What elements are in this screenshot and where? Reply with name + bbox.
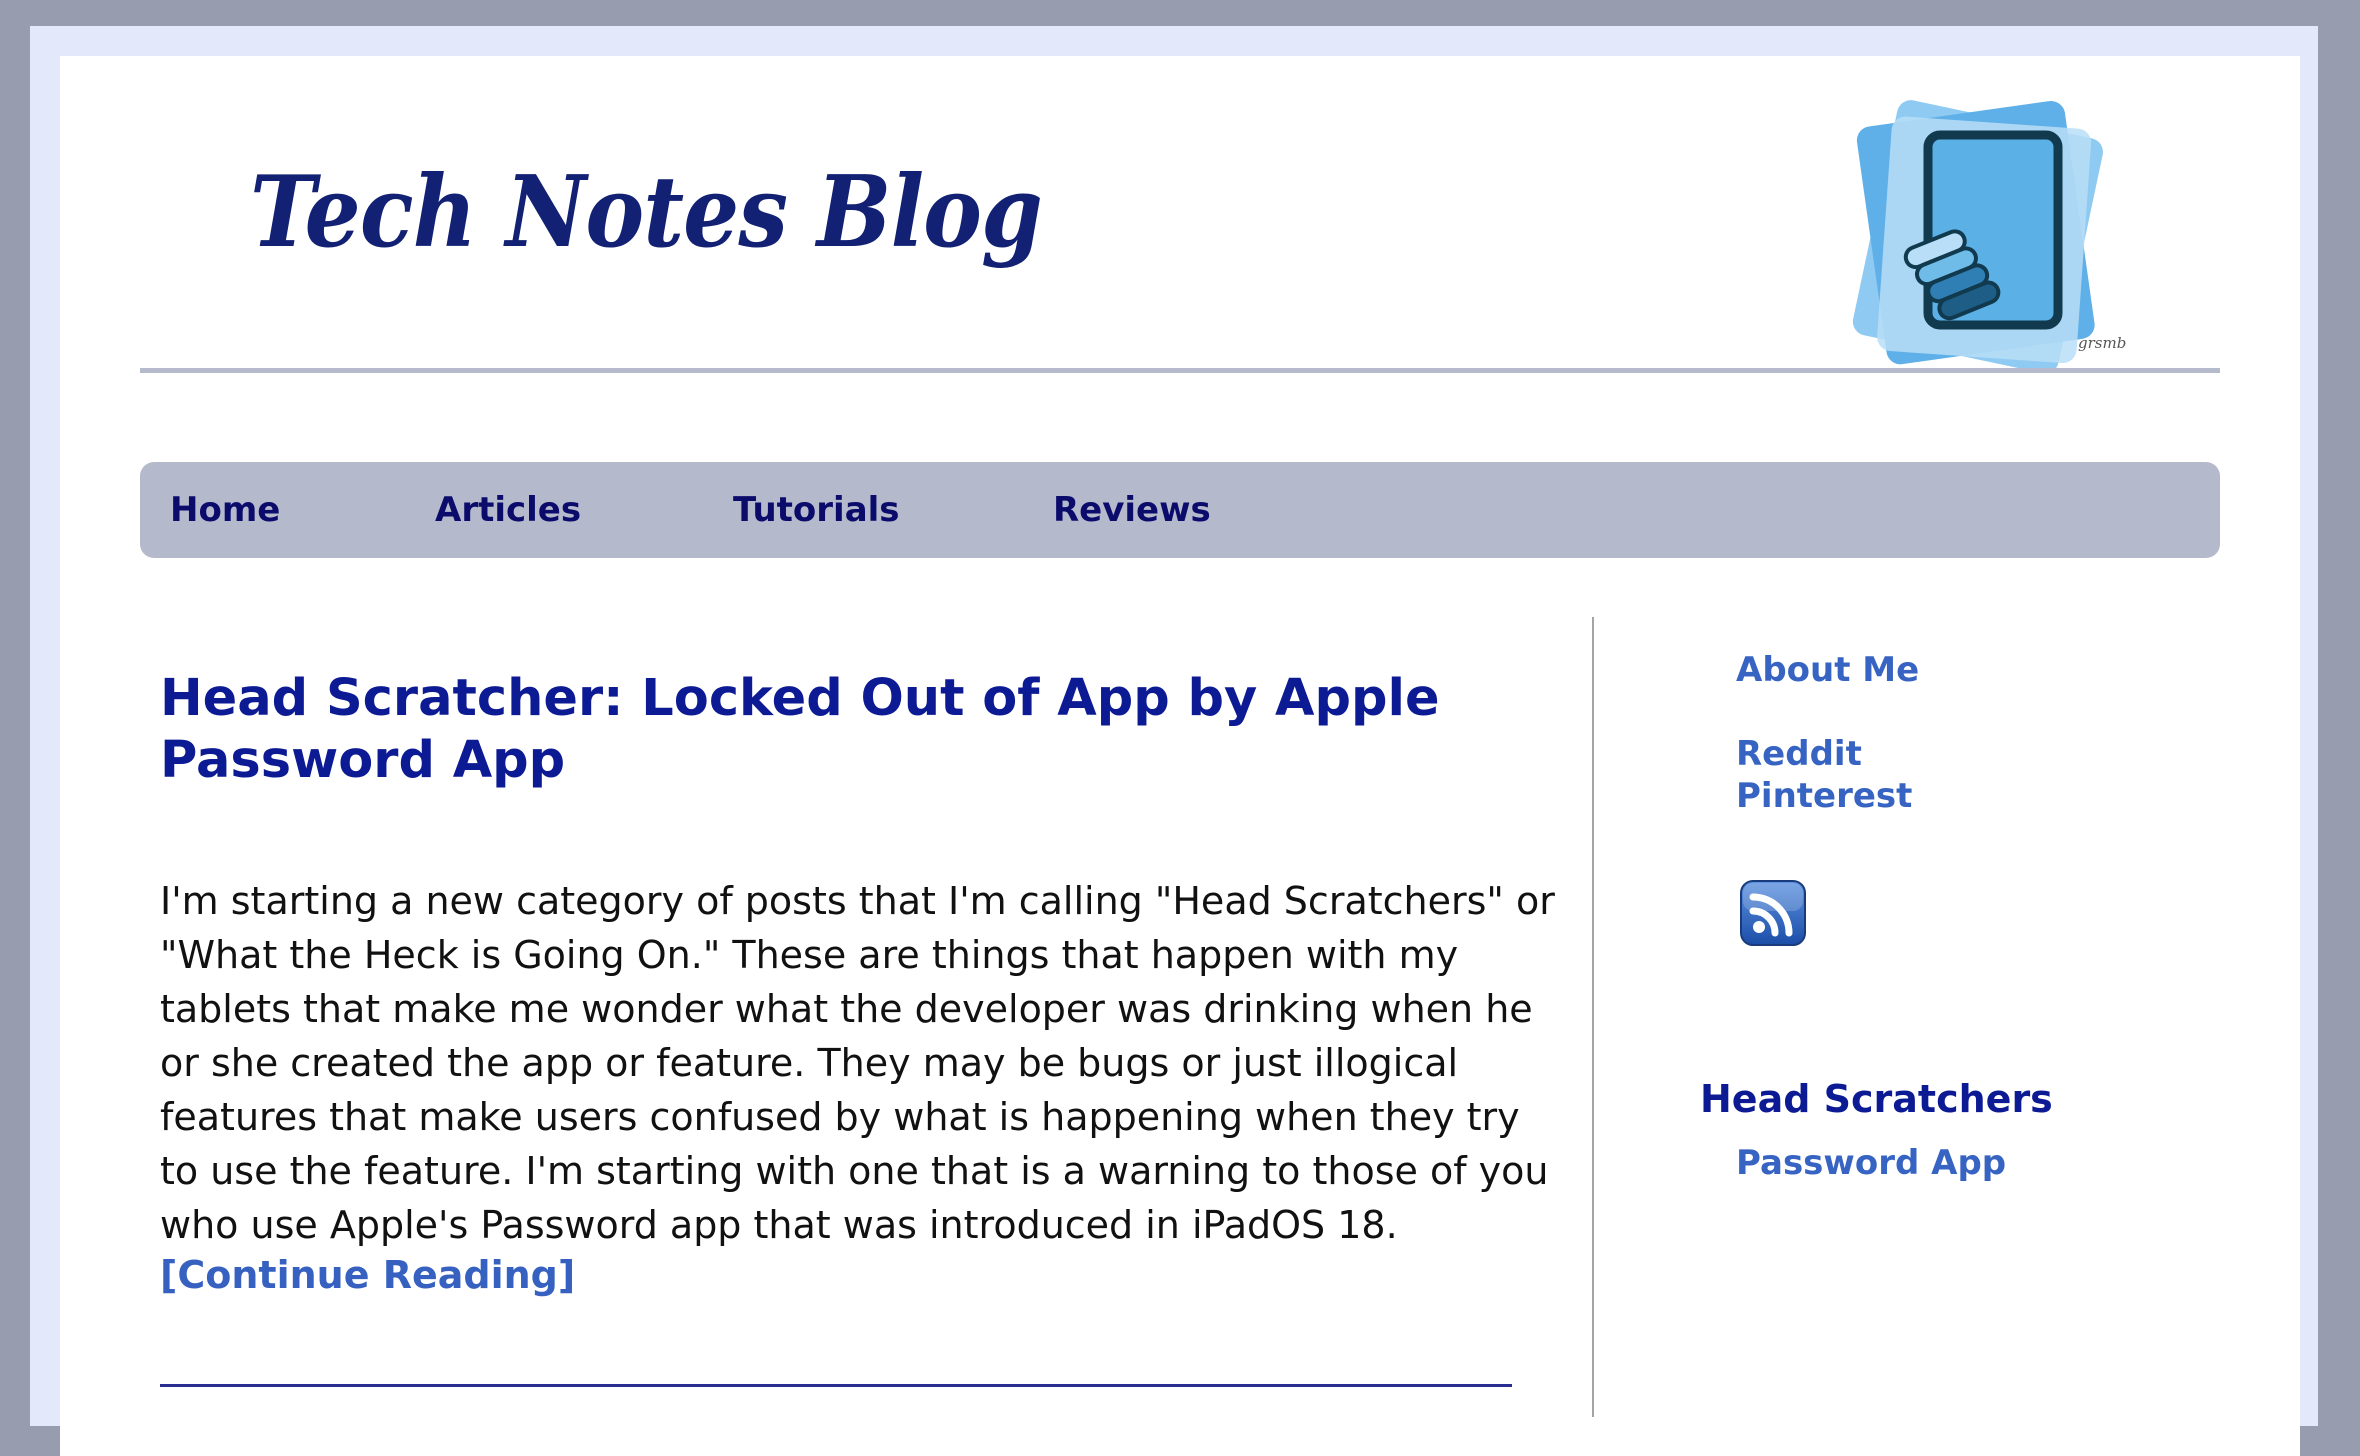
header-divider <box>140 368 2220 373</box>
scrollbar-track[interactable] <box>2318 26 2360 1399</box>
sidebar-section-heading: Head Scratchers <box>1700 1077 2053 1121</box>
nav-reviews[interactable]: Reviews <box>1053 490 1211 530</box>
post-excerpt: I'm starting a new category of posts that I'm calling "Head Scratchers" or "What the Heck is Going On." These are things that happen with my tablets that make me wonder what the developer was drinking when he or she created the app or feature. They may be bugs or just illogical features that make users confused by what is happening when they try to use the feature. I'm starting with one that is a warning to those of you who use Apple's Password app that was introduced in iPadOS 18. <box>160 879 1555 1247</box>
tablet-logo-icon <box>1830 85 2130 370</box>
page-corner-bevel <box>2288 26 2318 56</box>
browser-frame-top <box>0 0 2360 26</box>
rss-feed-icon[interactable] <box>1740 880 1806 946</box>
main-nav <box>140 462 2220 558</box>
sidebar-divider <box>1592 617 1594 1417</box>
sidebar-reddit-link[interactable]: Reddit <box>1736 734 1862 774</box>
post-divider <box>160 1384 1512 1387</box>
post-title[interactable]: Head Scratcher: Locked Out of App by Apple Password App <box>160 669 1440 790</box>
sidebar-password-app-link[interactable]: Password App <box>1736 1143 2007 1183</box>
logo-signature: grsmb <box>2078 334 2127 352</box>
nav-home[interactable]: Home <box>170 490 281 530</box>
nav-tutorials[interactable]: Tutorials <box>733 490 900 530</box>
site-title[interactable]: Tech Notes Blog <box>250 155 1042 270</box>
nav-articles[interactable]: Articles <box>435 490 582 530</box>
sidebar-about-me-link[interactable]: About Me <box>1736 650 1920 690</box>
continue-reading-link[interactable]: [Continue Reading] <box>160 1253 576 1297</box>
sidebar-pinterest-link[interactable]: Pinterest <box>1736 776 1913 816</box>
